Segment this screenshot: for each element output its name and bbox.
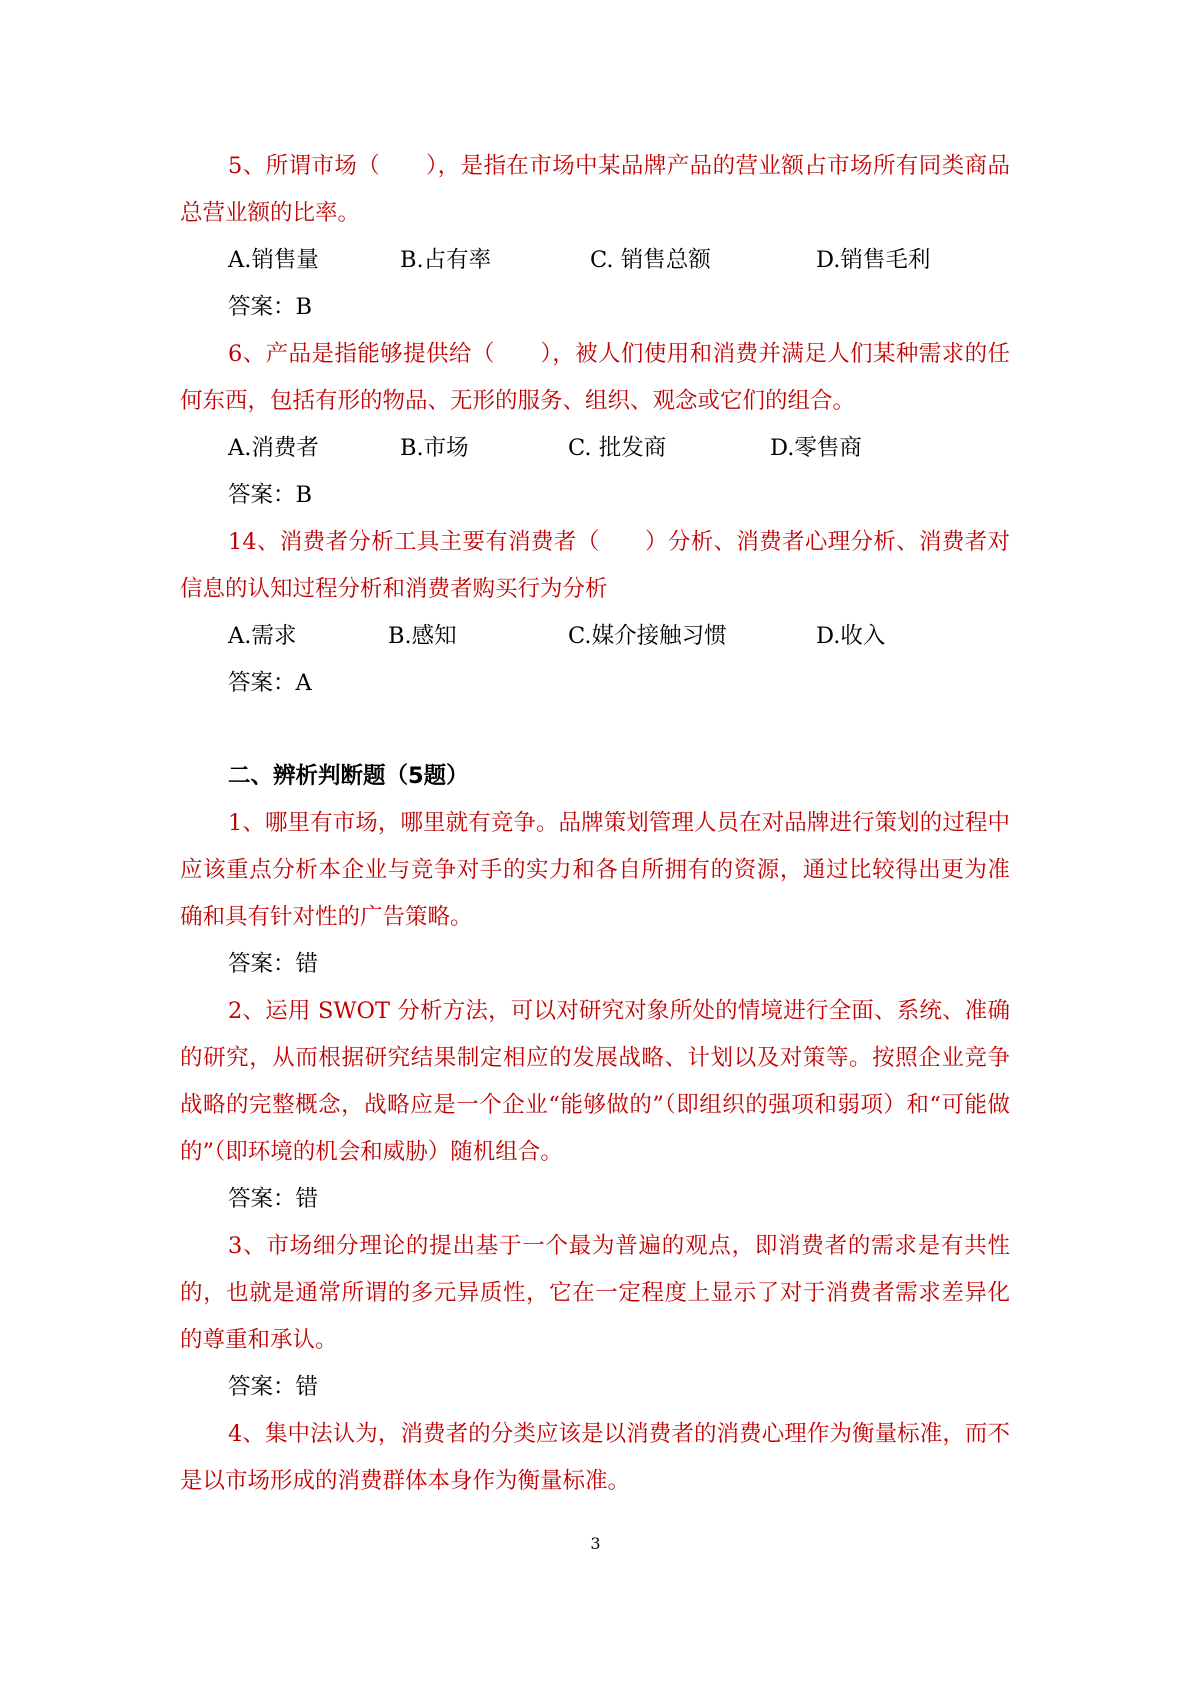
question-5-answer: 答案：B <box>228 294 313 320</box>
judgement-4-text: 4、集中法认为，消费者的分类应该是以消费者的消费心理作为衡量标准，而不是以市场形成的消费群体本身作为衡量标准。 <box>180 1421 1010 1494</box>
option-a: A.消费者 <box>228 435 319 461</box>
option-a: A.需求 <box>228 623 297 649</box>
section-heading: 二、辨析判断题（5题） <box>228 763 469 789</box>
option-a: A.销售量 <box>228 247 319 273</box>
option-b: B.占有率 <box>400 247 492 273</box>
option-d: D.收入 <box>816 623 886 649</box>
question-14-answer: 答案：A <box>228 670 312 696</box>
option-b: B.市场 <box>400 435 469 461</box>
question-6-answer: 答案：B <box>228 482 313 508</box>
option-c: C. 销售总额 <box>590 247 711 273</box>
judgement-3-text: 3、市场细分理论的提出基于一个最为普遍的观点，即消费者的需求是有共性的，也就是通常所谓的多元异质性，它在一定程度上显示了对于消费者需求差异化的尊重和承认。 <box>180 1233 1010 1353</box>
option-d: D.销售毛利 <box>816 247 931 273</box>
question-14-options <box>180 613 1010 660</box>
option-c: C. 批发商 <box>568 435 667 461</box>
section-spacer <box>180 707 1010 753</box>
option-d: D.零售商 <box>770 435 862 461</box>
page-number: 3 <box>590 1534 601 1553</box>
judgement-2-answer: 答案：错 <box>228 1186 319 1212</box>
question-5-text: 5、所谓市场（ ），是指在市场中某品牌产品的营业额占市场所有同类商品总营业额的比率。 <box>180 153 1010 226</box>
judgement-1-text: 1、哪里有市场，哪里就有竞争。品牌策划管理人员在对品牌进行策划的过程中应该重点分析本企业与竞争对手的实力和各自所拥有的资源，通过比较得出更为准确和具有针对性的广告策略。 <box>180 810 1010 930</box>
judgement-2-text: 2、运用 SWOT 分析方法，可以对研究对象所处的情境进行全面、系统、准确的研究，从而根据研究结果制定相应的发展战略、计划以及对策等。按照企业竞争战略的完整概念，战略应是一个企业“能够做的”（即组织的强项和弱项）和“可能做的”（即环境的机会和威胁）随机组合。 <box>180 998 1010 1165</box>
question-6-options <box>180 425 1010 472</box>
page-content <box>180 143 1010 1505</box>
option-b: B.感知 <box>388 623 457 649</box>
option-c: C.媒介接触习惯 <box>568 623 727 649</box>
question-5-options <box>180 237 1010 284</box>
judgement-1-answer: 答案：错 <box>228 951 319 977</box>
judgement-3-answer: 答案：错 <box>228 1374 319 1400</box>
question-14-text: 14、消费者分析工具主要有消费者（ ）分析、消费者心理分析、消费者对信息的认知过程分析和消费者购买行为分析 <box>180 529 1010 602</box>
question-6-text: 6、产品是指能够提供给（ ），被人们使用和消费并满足人们某种需求的任何东西，包括有形的物品、无形的服务、组织、观念或它们的组合。 <box>180 341 1010 414</box>
